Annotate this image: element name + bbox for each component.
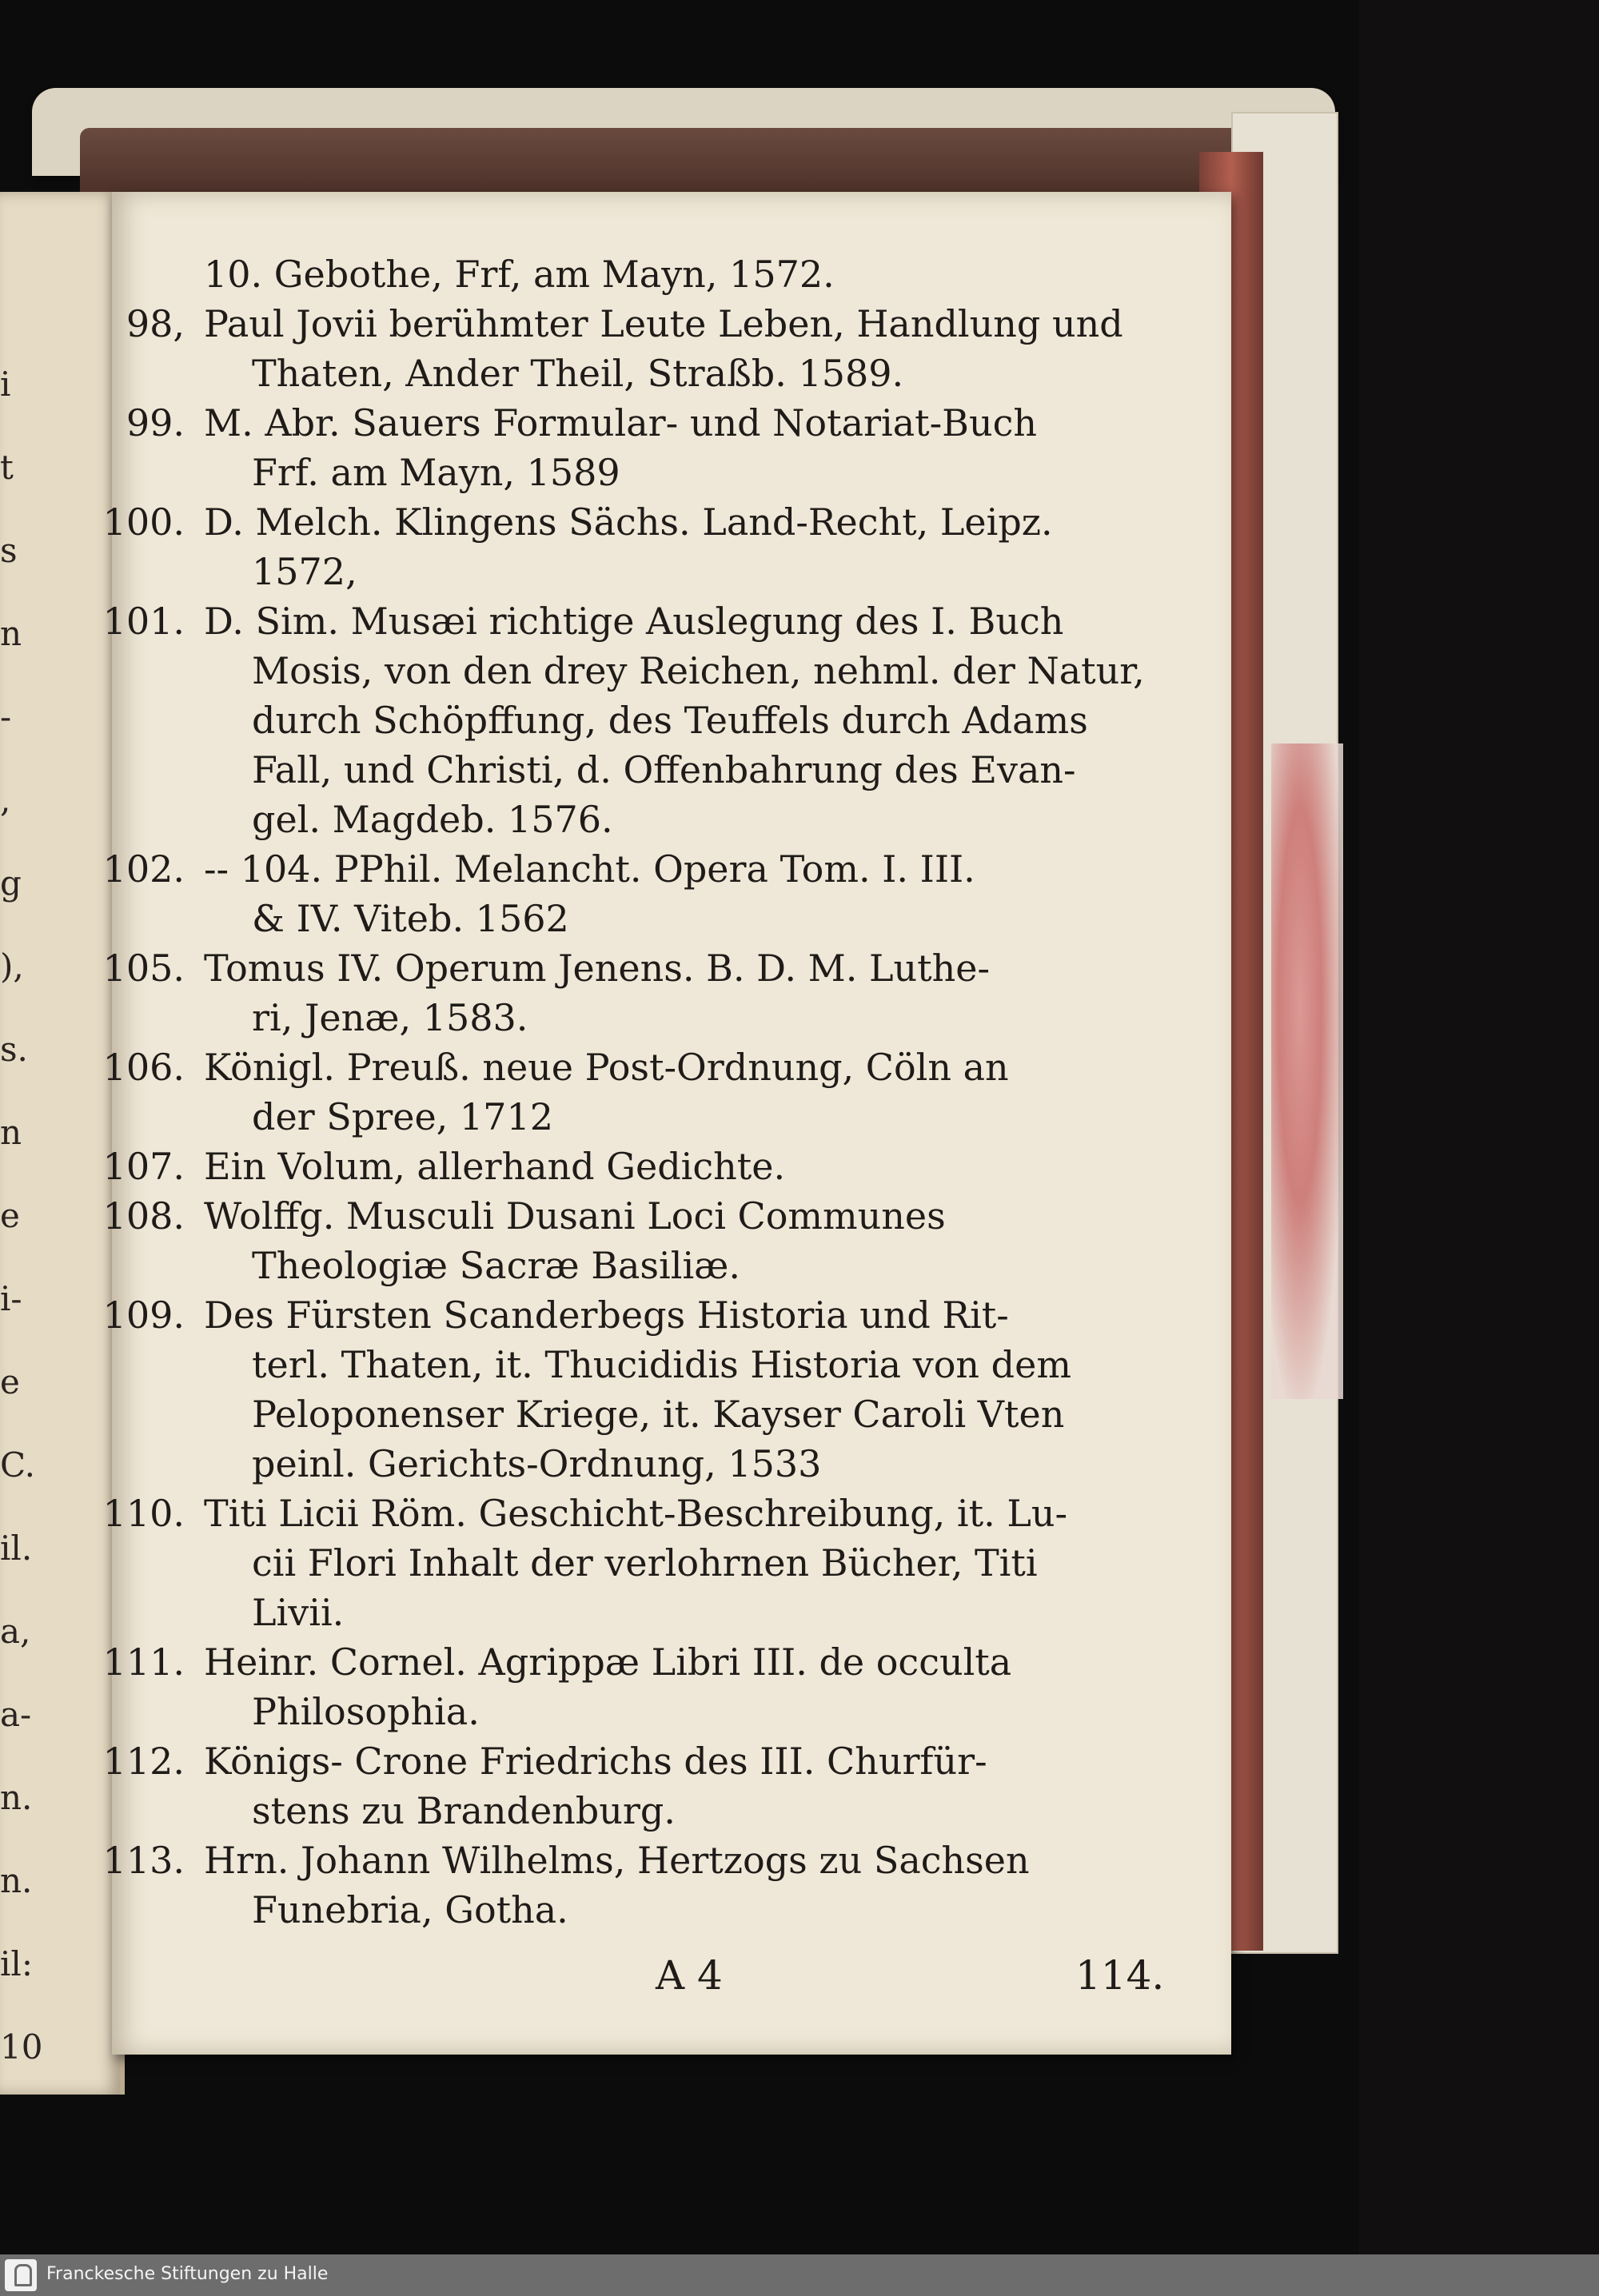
entry-number-text: 100. [102,500,185,544]
entry-line: ri, Jenæ, 1583. [252,996,528,1039]
entry-line: Mosis, von den drey Reichen, nehml. der Natur, [252,649,1145,692]
left-page-fragment: s. [0,1030,28,1069]
left-page-fragment: g [0,863,22,903]
entry-number-text: 106. [102,1046,185,1089]
entry-line: Hrn. Johann Wilhelms, Hertzogs zu Sachsen [204,1839,1030,1882]
catalog-entry [204,249,1163,299]
entry-line: Paul Jovii berühmter Leute Leben, Handlung und [204,302,1123,345]
left-page-fragment: i [0,365,11,404]
left-page-fragment: il. [0,1529,33,1568]
left-page-fragment: a- [0,1695,32,1734]
entry-line: & IV. Viteb. 1562 [252,897,569,940]
entry-line: Fall, und Christi, d. Offenbahrung des Evan- [252,748,1076,791]
signature-mark: A 4 [656,1952,723,1999]
catalog-entry [102,497,1163,596]
entry-number-text: 98, [126,302,185,345]
red-stamp-mark [1271,743,1343,1399]
entry-number-text: 108. [102,1194,185,1238]
left-page-fragment: C. [0,1445,35,1485]
left-page-fragment: n [0,614,22,653]
entry-line: Livii. [252,1591,345,1634]
catalog-entry [102,1489,1163,1637]
entry-number-text: 102. [102,847,185,891]
catalog-entry [102,1637,1163,1736]
entry-line: Frf. am Mayn, 1589 [252,451,620,494]
left-page-fragment: - [0,697,12,736]
catalog-entry [102,1191,1163,1290]
background-right [1359,0,1599,2254]
catalog-entry [102,1042,1163,1142]
entry-line: der Spree, 1712 [252,1095,553,1138]
entry-line: Tomus IV. Operum Jenens. B. D. M. Luthe- [204,947,991,990]
entry-line: Titi Licii Röm. Geschicht-Beschreibung, it. Lu- [204,1492,1068,1535]
catalog-entry [126,398,1163,497]
entry-line: durch Schöpffung, des Teuffels durch Adams [252,699,1088,742]
left-page-fragment: , [0,780,11,819]
left-page-fragment: il: [0,1944,34,1983]
page-top-edge [80,128,1263,200]
entry-line: -- 104. PPhil. Melancht. Opera Tom. I. III. [204,847,975,891]
entry-number-text: 99. [126,401,185,444]
entry-line: M. Abr. Sauers Formular- und Notariat-Buch [204,401,1037,444]
entry-number-text: 109. [102,1293,185,1337]
entry-line: Des Fürsten Scanderbegs Historia und Rit- [204,1293,1009,1337]
left-page-fragment: a, [0,1612,31,1651]
entry-line: Thaten, Ander Theil, Straßb. 1589. [252,352,904,395]
entry-line: Theologiæ Sacræ Basiliæ. [252,1244,741,1287]
entry-number-text: 111. [102,1640,185,1684]
entry-line: Philosophia. [252,1690,480,1733]
entry-line: D. Sim. Musæi richtige Auslegung des I. Buch [204,600,1064,643]
entry-line: 10. Gebothe, Frf, am Mayn, 1572. [204,253,835,296]
entry-line: Heinr. Cornel. Agrippæ Libri III. de occulta [204,1640,1012,1684]
catalog-entry [102,596,1163,844]
left-page-fragment: t [0,448,14,487]
left-page-fragment: ), [0,947,24,986]
catalog-entry [102,1736,1163,1836]
entry-line: peinl. Gerichts-Ordnung, 1533 [252,1442,822,1485]
entry-line: Peloponenser Kriege, it. Kayser Caroli Vten [252,1393,1065,1436]
entry-line: Königs- Crone Friedrichs des III. Churfür- [204,1740,987,1783]
entry-number-text: 101. [102,600,185,643]
entry-line: cii Flori Inhalt der verlohrnen Bücher, Titi [252,1541,1038,1584]
left-page-fragment: s [0,531,18,570]
catalog-entry [102,844,1163,943]
left-page-fragment: e [0,1362,20,1401]
entry-number-text: 110. [102,1492,185,1535]
entry-line: Funebria, Gotha. [252,1888,568,1931]
catalog-entry [126,299,1163,398]
entry-line: terl. Thaten, it. Thucididis Historia von dem [252,1343,1071,1386]
catalog-entry [102,1290,1163,1489]
catalog-entries [102,249,1163,1935]
entry-line: stens zu Brandenburg. [252,1789,676,1832]
entry-line: gel. Magdeb. 1576. [252,798,613,841]
entry-line: Ein Volum, allerhand Gedichte. [204,1145,786,1188]
left-page-fragment: 10 [0,2027,43,2067]
catalog-entry [102,943,1163,1042]
left-page-fragment: n [0,1113,22,1152]
left-page-fragment: i- [0,1279,22,1318]
entry-number-text: 107. [102,1145,185,1188]
catalog-entry [102,1836,1163,1935]
institution-logo-icon [5,2259,37,2291]
entry-line: Königl. Preuß. neue Post-Ordnung, Cöln an [204,1046,1009,1089]
footer-institution-name: Franckesche Stiftungen zu Halle [46,2264,329,2284]
left-page-fragment: n. [0,1861,33,1900]
entry-line: 1572, [252,550,357,593]
entry-line: D. Melch. Klingens Sächs. Land-Recht, Leipz. [204,500,1053,544]
entry-line: Wolffg. Musculi Dusani Loci Communes [204,1194,946,1238]
entry-number-text: 113. [102,1839,185,1882]
catchword: 114. [1075,1952,1165,1999]
left-page-fragment: n. [0,1778,33,1817]
entry-number-text: 112. [102,1740,185,1783]
entry-number-text: 105. [102,947,185,990]
left-page-fragment: e [0,1196,20,1235]
catalog-entry [102,1142,1163,1191]
